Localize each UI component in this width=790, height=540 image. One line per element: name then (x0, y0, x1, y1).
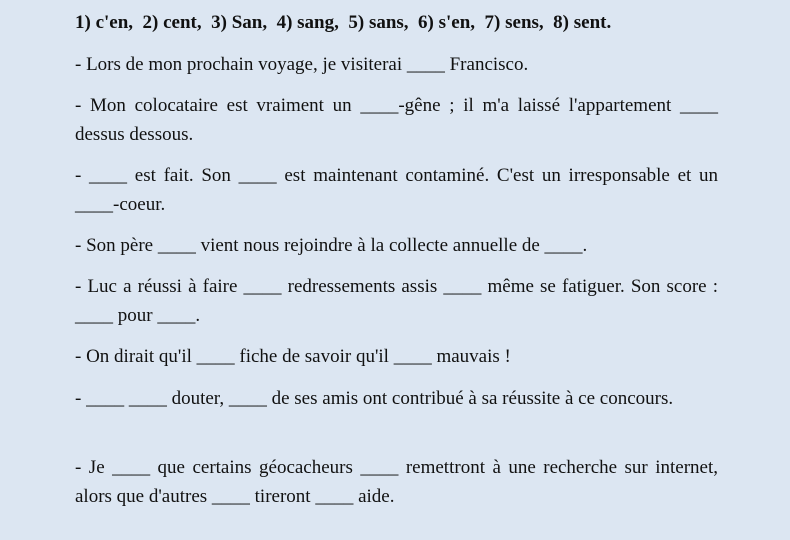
answer-choices: 1) c'en, 2) cent, 3) San, 4) sang, 5) sans, 6) s'en, 7) sens, 8) sent. (75, 12, 612, 33)
exercise-sentence-6: - On dirait qu'il ____ fiche de savoir qu'il ____ mauvais ! (75, 346, 511, 367)
exercise-sentence-2: - Mon colocataire est vraiment un ____-gêne ; il m'a laissé l'appartement ____ dessus dessous. (75, 95, 718, 145)
exercise-sentence-7: - ____ ____ douter, ____ de ses amis ont contribué à sa réussite à ce concours. (75, 388, 674, 409)
exercise-sentence-5: - Luc a réussi à faire ____ redressements assis ____ même se fatiguer. Son score : ____ pour ____. (75, 276, 718, 326)
exercise-sentence-4: - Son père ____ vient nous rejoindre à la collecte annuelle de ____. (75, 235, 588, 256)
exercise-sentence-3: - ____ est fait. Son ____ est maintenant contaminé. C'est un irresponsable et un ____-coeur. (75, 165, 718, 215)
exercise-sentence-1: - Lors de mon prochain voyage, je visiterai ____ Francisco. (75, 54, 529, 75)
exercise-sentence-8: - Je ____ que certains géocacheurs ____ remettront à une recherche sur internet, alors que d'autres ____ tireront ____ aide. (75, 457, 718, 507)
